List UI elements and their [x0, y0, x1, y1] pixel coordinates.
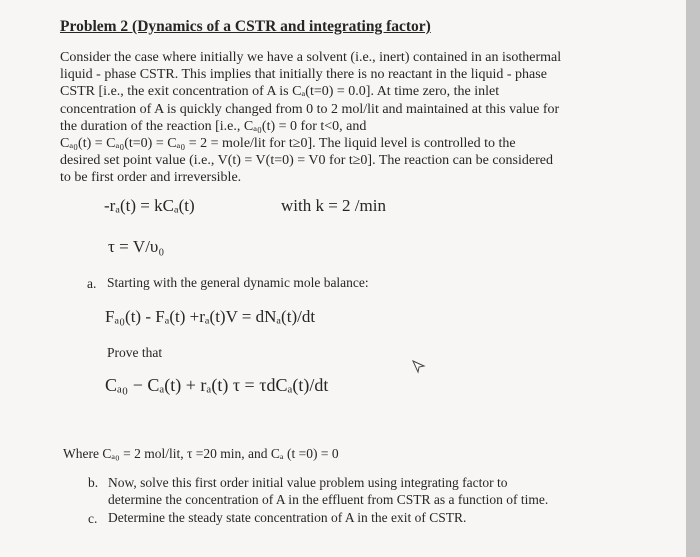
given-conditions: Where Cₐ₀ = 2 mol/lit, τ =20 min, and Cₐ (t =0) = 0	[63, 446, 339, 461]
intro-line: CSTR [i.e., the exit concentration of A is Cₐ(t=0) = 0.0]. At time zero, the inlet	[60, 84, 500, 100]
part-b-line: Now, solve this first order initial value problem using integrating factor to	[108, 475, 508, 490]
part-b-marker: b.	[88, 475, 99, 490]
residence-time-equation: τ = V/υ₀	[108, 237, 165, 256]
mouse-cursor-icon	[412, 360, 426, 374]
intro-line: liquid - phase CSTR. This implies that initially there is no reactant in the liquid - phase	[60, 67, 547, 83]
intro-line: Cₐ₀(t) = Cₐ₀(t=0) = Cₐ₀ = 2 = mole/lit for t≥0]. The liquid level is controlled to the	[60, 136, 516, 152]
rate-constant: with k = 2 /min	[281, 196, 386, 215]
part-c-text: Determine the steady state concentration of A in the exit of CSTR.	[108, 510, 467, 525]
part-c-marker: c.	[88, 511, 98, 526]
part-a-text: Starting with the general dynamic mole balance:	[107, 275, 369, 290]
intro-line: Consider the case where initially we have a solvent (i.e., inert) contained in an isothermal	[60, 50, 562, 65]
page-edge	[686, 0, 700, 557]
problem-title: Problem 2 (Dynamics of a CSTR and integrating factor)	[60, 18, 431, 35]
intro-line: desired set point value (i.e., V(t) = V(t=0) = V0 for t≥0]. The reaction can be considered	[60, 153, 553, 169]
part-b-line: determine the concentration of A in the effluent from CSTR as a function of time.	[108, 492, 549, 507]
target-equation: Cₐ₀ − Cₐ(t) + rₐ(t) τ = τdCₐ(t)/dt	[105, 375, 329, 395]
intro-line: to be first order and irreversible.	[60, 170, 242, 186]
part-a-marker: a.	[87, 276, 97, 291]
intro-line: concentration of A is quickly changed from 0 to 2 mol/lit and maintained at this value for	[60, 101, 560, 117]
prove-label: Prove that	[107, 345, 163, 360]
problem-intro	[60, 49, 590, 187]
intro-line: the duration of the reaction [i.e., Cₐ₀(t) = 0 for t<0, and	[60, 118, 367, 134]
mole-balance-equation: Fₐ₀(t) - Fₐ(t) +rₐ(t)V = dNₐ(t)/dt	[105, 307, 316, 326]
rate-law-equation: -rₐ(t) = kCₐ(t)	[104, 196, 195, 215]
